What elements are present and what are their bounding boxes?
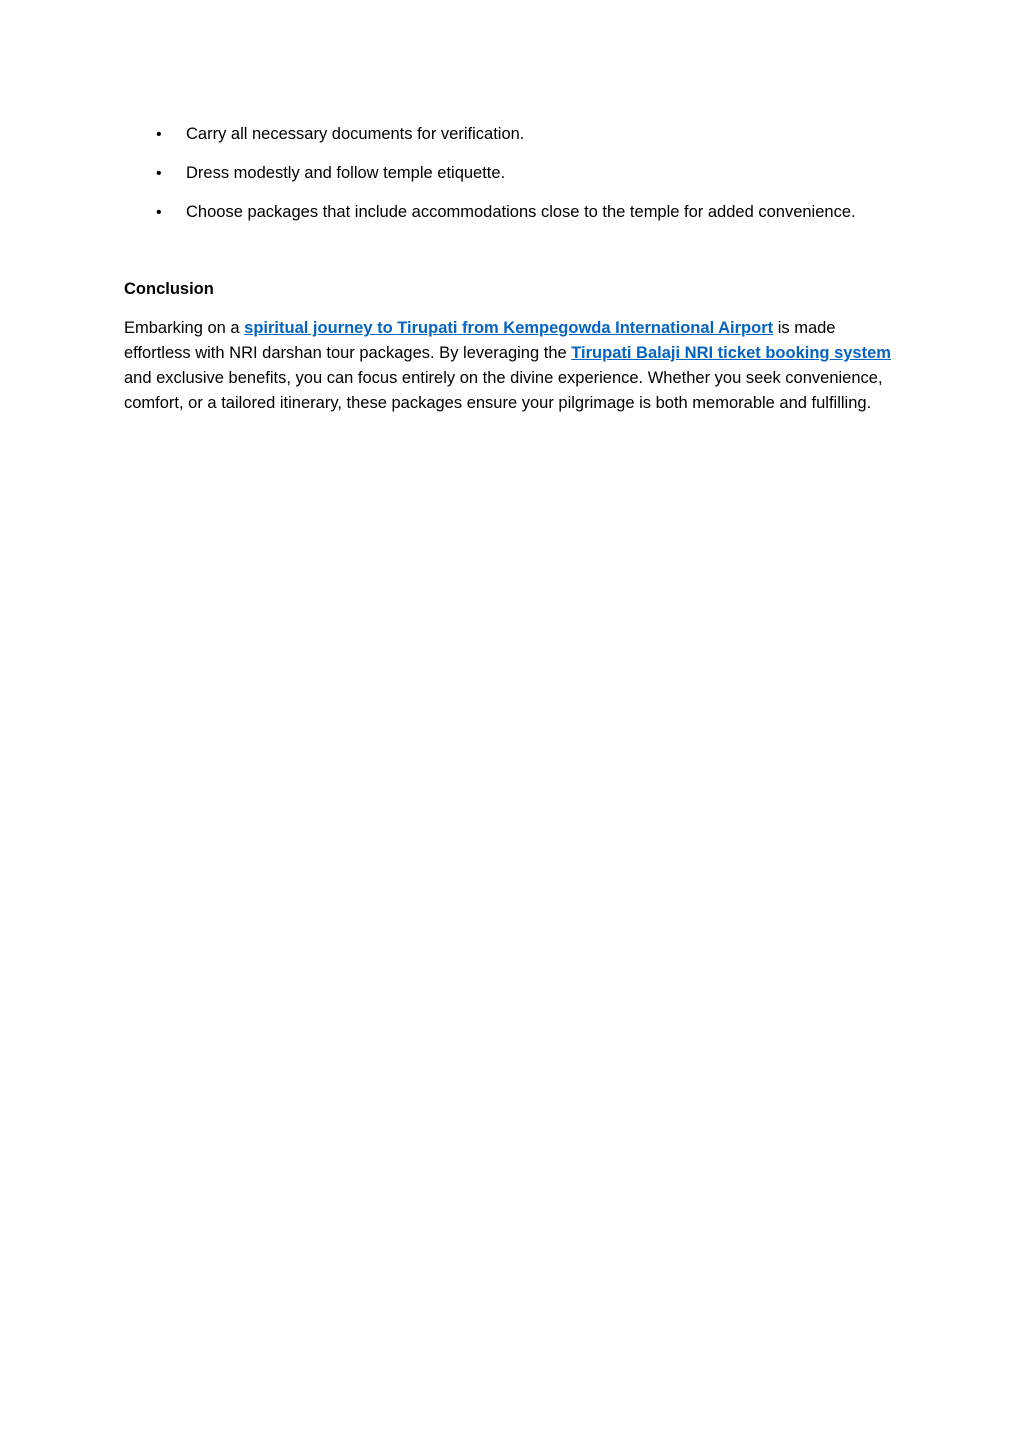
list-item-text: Choose packages that include accommodations close to the temple for added convenience. [186,203,856,221]
conclusion-text: is made effortless with NRI darshan tour packages. By leveraging the [124,319,836,362]
bullet-icon: • [156,165,162,182]
list-item [124,200,914,239]
list-item [124,122,914,161]
conclusion-paragraph [124,316,894,416]
tips-bullet-list [124,122,914,239]
conclusion-text: Embarking on a [124,319,245,337]
bullet-icon: • [156,126,162,143]
list-item-text: Dress modestly and follow temple etiquette. [186,164,506,182]
tirupati-journey-link[interactable]: spiritual journey to Tirupati from Kempegowda International Airport [244,319,774,337]
nri-ticket-booking-link[interactable]: Tirupati Balaji NRI ticket booking system [571,344,891,362]
list-item [124,161,914,200]
bullet-icon: • [156,204,162,221]
list-item-text: Carry all necessary documents for verification. [186,125,525,143]
conclusion-heading: Conclusion [124,280,214,298]
conclusion-text: and exclusive benefits, you can focus entirely on the divine experience. Whether you seek convenience, comfort, or a tailored itinerary, these packages ensure your pilgrimage is both memorable and fulfilling. [124,369,883,412]
